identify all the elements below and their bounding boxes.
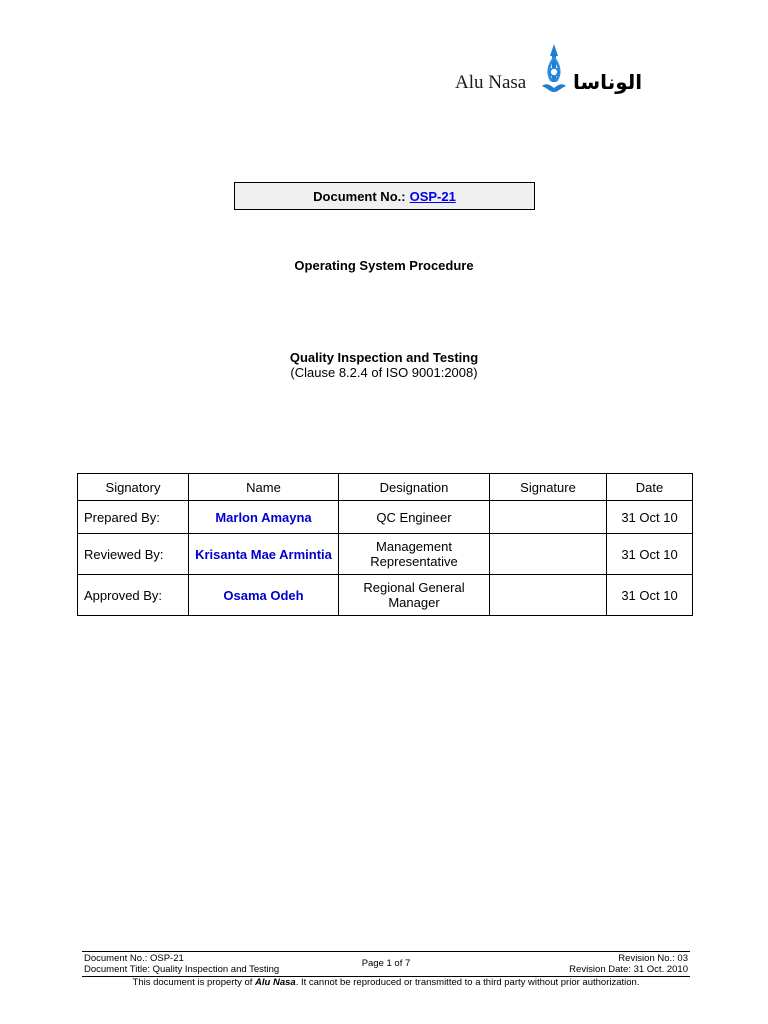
table-row (78, 575, 693, 616)
table-row (78, 534, 693, 575)
footer-right (569, 953, 688, 975)
company-logo (455, 42, 680, 102)
signatory-table (77, 473, 693, 616)
cell-name: Krisanta Mae Armintia (189, 534, 339, 575)
document-number-link[interactable]: OSP-21 (409, 188, 456, 204)
cell-designation: Management Representative (339, 534, 490, 575)
table-row (78, 501, 693, 534)
logo-emblem-icon (539, 42, 569, 98)
header-signatory: Signatory (78, 474, 189, 501)
cell-designation: QC Engineer (339, 501, 490, 534)
procedure-type: Operating System Procedure (294, 258, 474, 273)
cell-name: Osama Odeh (189, 575, 339, 616)
header-date: Date (607, 474, 693, 501)
logo-text-english: Alu Nasa (455, 72, 527, 93)
cell-date: 31 Oct 10 (607, 575, 693, 616)
footer-property-notice (82, 977, 690, 988)
cell-role: Approved By: (78, 575, 189, 616)
cell-signature (490, 501, 607, 534)
cell-designation: Regional General Manager (339, 575, 490, 616)
cell-role: Reviewed By: (78, 534, 189, 575)
footer-doc-title: Document Title: Quality Inspection and Testing (84, 964, 280, 975)
footer-doc-no: Document No.: OSP-21 (84, 953, 184, 964)
document-subtitle: (Clause 8.2.4 of ISO 9001:2008) (290, 365, 478, 380)
logo-text-arabic: الوناسا (573, 70, 643, 94)
cell-signature (490, 575, 607, 616)
footer-revision-date: Revision Date: 31 Oct. 2010 (569, 964, 688, 975)
header-name: Name (189, 474, 339, 501)
header-designation: Designation (339, 474, 490, 501)
footer-page-number: Page 1 of 7 (361, 958, 411, 969)
cell-signature (490, 534, 607, 575)
cell-role: Prepared By: (78, 501, 189, 534)
document-title: Quality Inspection and Testing (289, 350, 479, 365)
table-header-row (78, 474, 693, 501)
document-number-box (234, 182, 535, 210)
footer-top-rule (82, 951, 690, 952)
cell-date: 31 Oct 10 (607, 501, 693, 534)
document-number-label: Document No.: (313, 188, 406, 204)
cell-name: Marlon Amayna (189, 501, 339, 534)
property-prefix: This document is property of (132, 977, 256, 988)
property-company: Alu Nasa (255, 977, 296, 988)
property-suffix: . It cannot be reproduced or transmitted to a third party without prior authorization. (295, 977, 640, 988)
header-signature: Signature (490, 474, 607, 501)
footer-revision-no: Revision No.: 03 (618, 953, 688, 964)
cell-date: 31 Oct 10 (607, 534, 693, 575)
